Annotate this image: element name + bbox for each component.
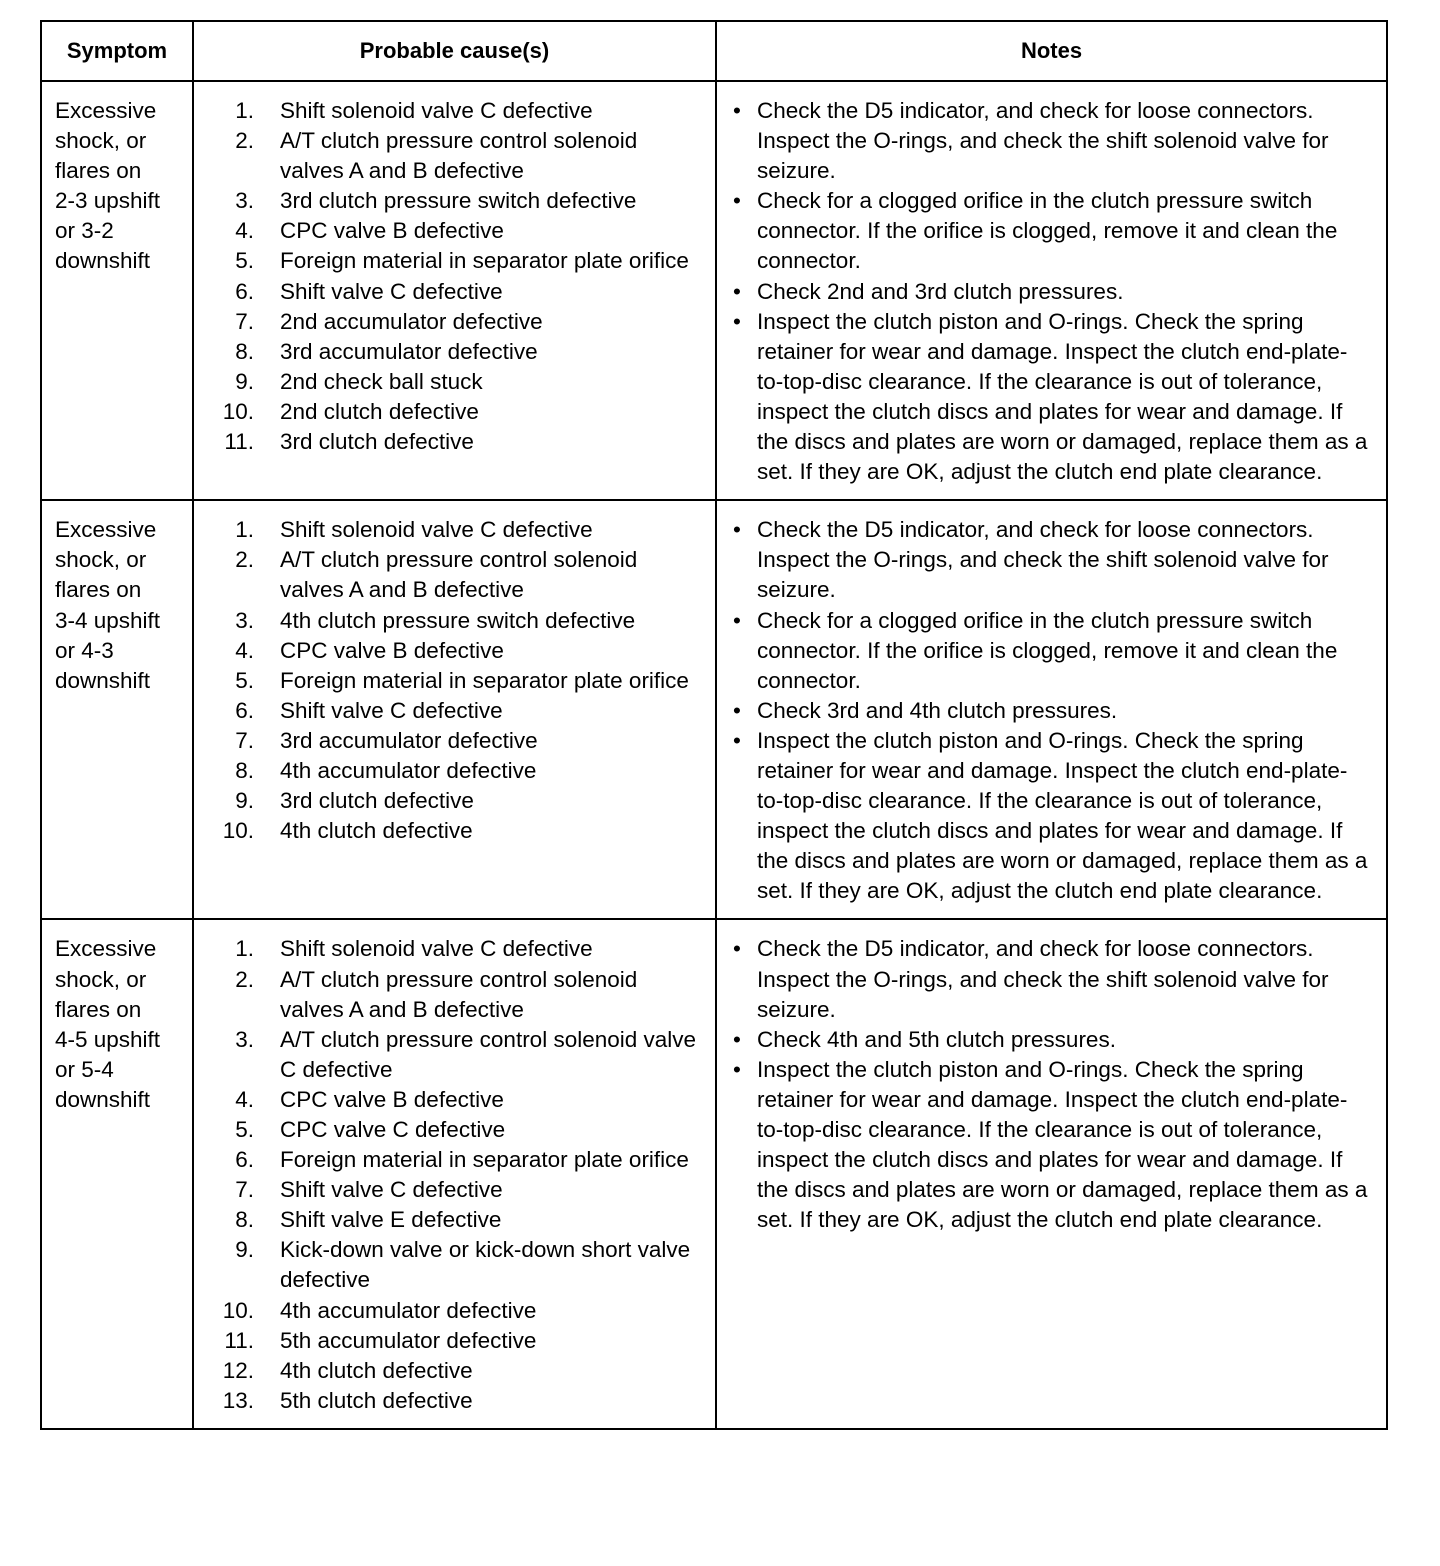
bullet-icon: • (733, 188, 741, 214)
cause-item (218, 666, 715, 696)
cause-text: 4th clutch defective (280, 1357, 473, 1383)
notes-list (717, 934, 1386, 1235)
note-item (731, 515, 1386, 605)
note-item (731, 726, 1386, 907)
cause-text: CPC valve B defective (280, 1086, 504, 1112)
bullet-icon: • (733, 517, 741, 543)
cause-text: 5th clutch defective (280, 1387, 473, 1413)
symptom-text-line: shock, or (55, 128, 147, 154)
cause-number: 8. (235, 757, 254, 783)
troubleshooting-table-container (40, 20, 1386, 1430)
cause-text: A/T clutch pressure control solenoid valve C defective (280, 1026, 697, 1082)
cause-item (218, 186, 715, 216)
cause-text: Foreign material in separator plate orifice (280, 248, 689, 274)
cause-number: 1. (235, 98, 254, 123)
cause-text: 3rd clutch defective (280, 788, 474, 814)
bullet-icon: • (733, 607, 741, 633)
symptom-text-line: downshift (55, 248, 151, 274)
cause-number: 10. (222, 818, 254, 844)
table-row (41, 81, 1387, 500)
cause-item (218, 1235, 715, 1295)
notes-header: Notes (716, 21, 1387, 81)
note-item (731, 1055, 1386, 1236)
cause-number: 4. (235, 637, 254, 663)
note-item (731, 96, 1386, 186)
cause-text: Shift solenoid valve C defective (280, 936, 593, 962)
cause-item (218, 726, 715, 756)
symptom-text-line: flares on (55, 996, 142, 1022)
cause-number: 5. (235, 248, 254, 274)
note-text: Inspect the clutch piston and O-rings. Check the spring retainer for wear and damage. Inspect the clutch end-plate-to-top-disc clearance. If the clearance is out of tolerance, inspect the clutch discs and plates for wear and damage. If the discs and plates are worn or damaged, replace them as a set. If they are OK, adjust the clutch end plate clearance. (757, 308, 1368, 485)
cause-item (218, 277, 715, 307)
symptom-text-line: downshift (55, 1086, 151, 1112)
note-text: Check the D5 indicator, and check for loose connectors. Inspect the O-rings, and check the shift solenoid valve for seizure. (757, 517, 1329, 603)
cause-number: 4. (235, 1086, 254, 1112)
note-item (731, 307, 1386, 488)
symptom-cell (41, 919, 193, 1429)
cause-text: CPC valve B defective (280, 637, 504, 663)
cause-number: 5. (235, 1117, 254, 1142)
cause-text: 4th clutch defective (280, 818, 473, 844)
symptom-text-line: or 5-4 (55, 1056, 114, 1082)
cause-number: 8. (235, 1207, 254, 1233)
cause-text: A/T clutch pressure control solenoid valves A and B defective (280, 966, 638, 1022)
cause-text: A/T clutch pressure control solenoid valves A and B defective (280, 128, 638, 184)
symptom-cell (41, 500, 193, 919)
cause-number: 2. (235, 966, 254, 992)
cause-text: 2nd check ball stuck (280, 368, 483, 394)
cause-number: 6. (235, 278, 254, 304)
bullet-icon: • (733, 308, 741, 334)
header-row (41, 21, 1387, 81)
cause-item (218, 216, 715, 246)
note-item (731, 696, 1386, 726)
bullet-icon: • (733, 1026, 741, 1052)
cause-text: 2nd accumulator defective (280, 308, 543, 334)
cause-number: 1. (235, 936, 254, 962)
cause-number: 10. (222, 1297, 254, 1323)
note-item (731, 186, 1386, 276)
symptom-text-line: shock, or (55, 966, 147, 992)
cause-item (218, 786, 715, 816)
note-text: Inspect the clutch piston and O-rings. Check the spring retainer for wear and damage. Inspect the clutch end-plate-to-top-disc clearance. If the clearance is out of tolerance, inspect the clutch discs and plates for wear and damage. If the discs and plates are worn or damaged, replace them as a set. If they are OK, adjust the clutch end plate clearance. (757, 1056, 1368, 1233)
bullet-icon: • (733, 278, 741, 304)
cause-number: 5. (235, 667, 254, 693)
cause-item (218, 934, 715, 964)
notes-cell (716, 500, 1387, 919)
cause-item (218, 96, 715, 126)
cause-number: 4. (235, 218, 254, 244)
cause-number: 9. (235, 1237, 254, 1263)
cause-item (218, 307, 715, 337)
cause-number: 11. (224, 1327, 254, 1353)
symptom-text-line: Excessive (55, 517, 157, 543)
symptom-text-line: Excessive (55, 98, 157, 123)
causes-list (194, 515, 715, 846)
note-text: Check for a clogged orifice in the clutch pressure switch connector. If the orifice is clogged, remove it and clean the connector. (757, 607, 1338, 693)
symptom-text-line: shock, or (55, 547, 147, 573)
notes-cell (716, 919, 1387, 1429)
cause-text: Foreign material in separator plate orifice (280, 667, 689, 693)
bullet-icon: • (733, 697, 741, 723)
cause-item (218, 816, 715, 846)
symptom-text-line: downshift (55, 667, 151, 693)
cause-item (218, 1175, 715, 1205)
note-text: Check 3rd and 4th clutch pressures. (757, 697, 1118, 723)
cause-text: 3rd accumulator defective (280, 338, 538, 364)
cause-number: 6. (235, 1147, 254, 1173)
table-row (41, 500, 1387, 919)
cause-number: 8. (235, 338, 254, 364)
symptom-text-line: 4-5 upshift (55, 1026, 161, 1052)
cause-text: CPC valve B defective (280, 218, 504, 244)
cause-text: 5th accumulator defective (280, 1327, 537, 1353)
cause-item (218, 1356, 715, 1386)
symptom-text-line: or 3-2 (55, 218, 114, 244)
cause-item (218, 636, 715, 666)
cause-number: 6. (235, 697, 254, 723)
cause-text: Shift valve C defective (280, 278, 503, 304)
cause-number: 3. (235, 188, 254, 214)
causes-header: Probable cause(s) (193, 21, 716, 81)
cause-text: Shift valve C defective (280, 1177, 503, 1203)
cause-item (218, 1025, 715, 1085)
cause-item (218, 1296, 715, 1326)
causes-cell (193, 500, 716, 919)
cause-item (218, 1326, 715, 1356)
cause-text: 3rd clutch defective (280, 429, 474, 455)
symptom-text-line: flares on (55, 158, 142, 184)
causes-cell (193, 919, 716, 1429)
cause-text: Shift solenoid valve C defective (280, 98, 593, 123)
symptom-text-line: or 4-3 (55, 637, 114, 663)
cause-text: 3rd clutch pressure switch defective (280, 188, 637, 214)
cause-number: 1. (235, 517, 254, 543)
note-text: Check 4th and 5th clutch pressures. (757, 1026, 1116, 1052)
cause-item (218, 1386, 715, 1416)
cause-item (218, 367, 715, 397)
note-item (731, 1025, 1386, 1055)
cause-number: 2. (235, 547, 254, 573)
cause-item (218, 397, 715, 427)
notes-list (717, 515, 1386, 906)
cause-number: 3. (235, 1026, 254, 1052)
troubleshooting-table (40, 20, 1388, 1430)
cause-item (218, 606, 715, 636)
symptom-text-line: flares on (55, 577, 142, 603)
cause-item (218, 427, 715, 457)
cause-item (218, 515, 715, 545)
cause-item (218, 337, 715, 367)
note-item (731, 277, 1386, 307)
cause-number: 9. (235, 368, 254, 394)
notes-cell (716, 81, 1387, 500)
symptom-cell (41, 81, 193, 500)
cause-item (218, 1205, 715, 1235)
note-text: Check the D5 indicator, and check for loose connectors. Inspect the O-rings, and check the shift solenoid valve for seizure. (757, 98, 1329, 184)
cause-item (218, 1145, 715, 1175)
cause-item (218, 246, 715, 276)
cause-text: 4th accumulator defective (280, 757, 537, 783)
note-text: Check the D5 indicator, and check for loose connectors. Inspect the O-rings, and check the shift solenoid valve for seizure. (757, 936, 1329, 1022)
cause-text: 2nd clutch defective (280, 398, 479, 424)
cause-number: 7. (235, 727, 254, 753)
symptom-header: Symptom (41, 21, 193, 81)
cause-text: CPC valve C defective (280, 1117, 506, 1142)
cause-item (218, 1085, 715, 1115)
causes-list (194, 96, 715, 457)
cause-number: 12. (222, 1357, 254, 1383)
cause-item (218, 756, 715, 786)
bullet-icon: • (733, 1056, 741, 1082)
note-text: Check 2nd and 3rd clutch pressures. (757, 278, 1124, 304)
symptom-text-line: 2-3 upshift (55, 188, 161, 214)
cause-text: 3rd accumulator defective (280, 727, 538, 753)
cause-number: 7. (235, 308, 254, 334)
cause-text: Shift valve E defective (280, 1207, 502, 1233)
cause-number: 11. (224, 429, 254, 455)
cause-number: 7. (235, 1177, 254, 1203)
causes-list (194, 934, 715, 1416)
cause-text: Shift solenoid valve C defective (280, 517, 593, 543)
cause-text: Shift valve C defective (280, 697, 503, 723)
bullet-icon: • (733, 727, 741, 753)
cause-number: 10. (222, 398, 254, 424)
table-body (41, 81, 1387, 1429)
symptom-text-line: 3-4 upshift (55, 607, 161, 633)
cause-item (218, 545, 715, 605)
symptom-text-line: Excessive (55, 936, 157, 962)
note-item (731, 934, 1386, 1024)
note-item (731, 606, 1386, 696)
cause-text: Kick-down valve or kick-down short valve defective (280, 1237, 691, 1293)
bullet-icon: • (733, 936, 741, 962)
cause-text: 4th clutch pressure switch defective (280, 607, 636, 633)
notes-list (717, 96, 1386, 487)
cause-text: A/T clutch pressure control solenoid valves A and B defective (280, 547, 638, 603)
cause-text: Foreign material in separator plate orifice (280, 1147, 689, 1173)
cause-number: 2. (235, 128, 254, 154)
causes-cell (193, 81, 716, 500)
bullet-icon: • (733, 98, 741, 123)
cause-item (218, 696, 715, 726)
cause-number: 9. (235, 788, 254, 814)
cause-item (218, 126, 715, 186)
note-text: Inspect the clutch piston and O-rings. Check the spring retainer for wear and damage. Inspect the clutch end-plate-to-top-disc clearance. If the clearance is out of tolerance, inspect the clutch discs and plates for wear and damage. If the discs and plates are worn or damaged, replace them as a set. If they are OK, adjust the clutch end plate clearance. (757, 727, 1368, 904)
cause-text: 4th accumulator defective (280, 1297, 537, 1323)
note-text: Check for a clogged orifice in the clutch pressure switch connector. If the orifice is clogged, remove it and clean the connector. (757, 188, 1338, 274)
cause-number: 13. (222, 1387, 254, 1413)
cause-item (218, 1115, 715, 1145)
cause-item (218, 965, 715, 1025)
table-row (41, 919, 1387, 1429)
cause-number: 3. (235, 607, 254, 633)
